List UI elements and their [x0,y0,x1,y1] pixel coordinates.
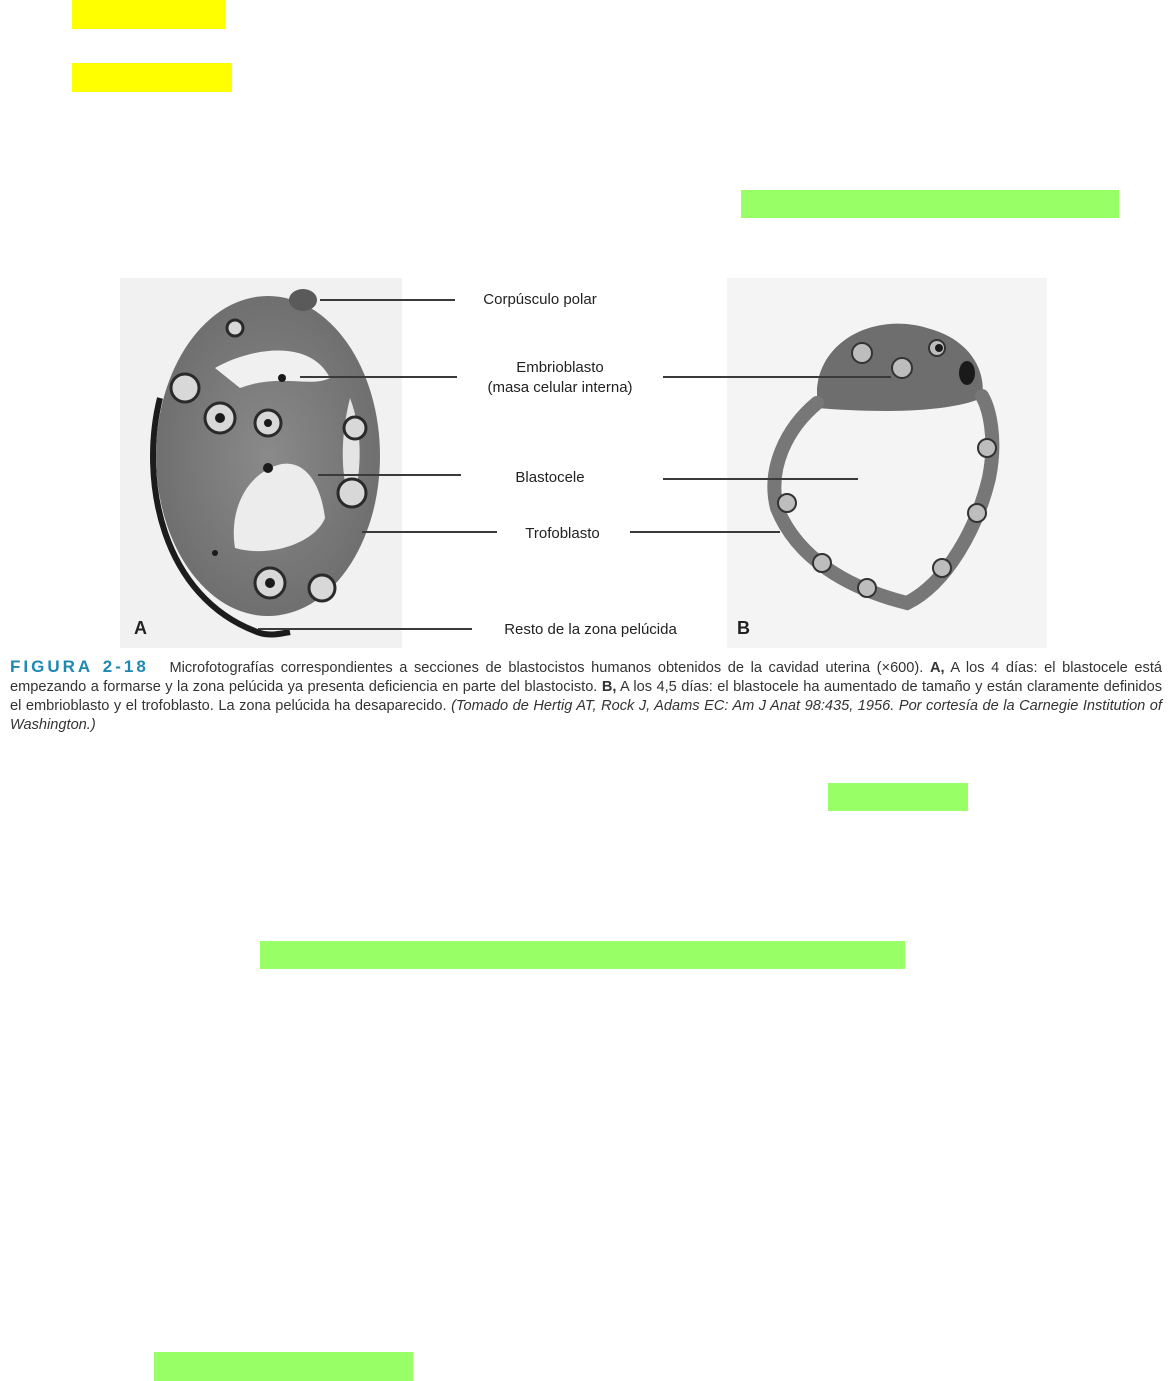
highlight-bar-4 [828,783,968,811]
caption-text-b: A los 4,5 días: el blastocele ha aumentado de tamaño y están claramente definidos el embrioblasto y el trofoblasto. La zona pelúcida ha desaparecido. [10,679,1163,714]
figure-caption [10,657,1162,735]
leader-trophoblast-a [362,531,497,533]
highlight-bar-1 [72,0,225,29]
figure-number: FIGURA 2-18 [10,657,149,676]
label-blastocoel: Blastocele [515,469,585,486]
leader-trophoblast-b [630,531,780,533]
label-zona-remnant: Resto de la zona pelúcida [504,621,677,638]
caption-text-a: A los 4 días: el blastocele está empezando a formarse y la zona pelúcida ya presenta deficiencia en parte del blastocisto. [10,660,1162,695]
label-polar-body: Corpúsculo polar [483,291,597,308]
caption-marker-a: A, [929,660,945,676]
blastocyst-b-illustration [727,278,1047,648]
panel-letter-a: A [134,618,147,638]
figure-2-18 [0,272,1171,650]
highlight-bar-3 [741,190,1119,218]
label-embryoblast-sub: (masa celular interna) [487,379,633,396]
leader-embryoblast-a [300,376,457,378]
leader-polar-body [320,299,455,301]
micrograph-a [120,278,402,648]
highlight-bar-2 [72,63,232,92]
caption-marker-b: B, [601,679,617,695]
leader-blastocoel-b [663,478,858,480]
leader-blastocoel-a [318,474,461,476]
leader-zona-remnant [258,628,472,630]
highlight-bar-5 [260,941,905,969]
highlight-bar-6 [154,1352,413,1381]
micrograph-b [727,278,1047,648]
label-trophoblast: Trofoblasto [525,525,600,542]
label-embryoblast: Embrioblasto [516,359,604,376]
blastocyst-a-illustration [120,278,402,648]
caption-text: Microfotografías correspondientes a secciones de blastocistos humanos obtenidos de la cavidad uterina (×600). [169,660,924,676]
leader-embryoblast-b [663,376,891,378]
panel-letter-b: B [737,618,750,638]
caption-credit: (Tomado de Hertig AT, Rock J, Adams EC: Am J Anat 98:435, 1956. Por cortesía de la Carnegie Institution of Washington.) [10,698,1162,733]
